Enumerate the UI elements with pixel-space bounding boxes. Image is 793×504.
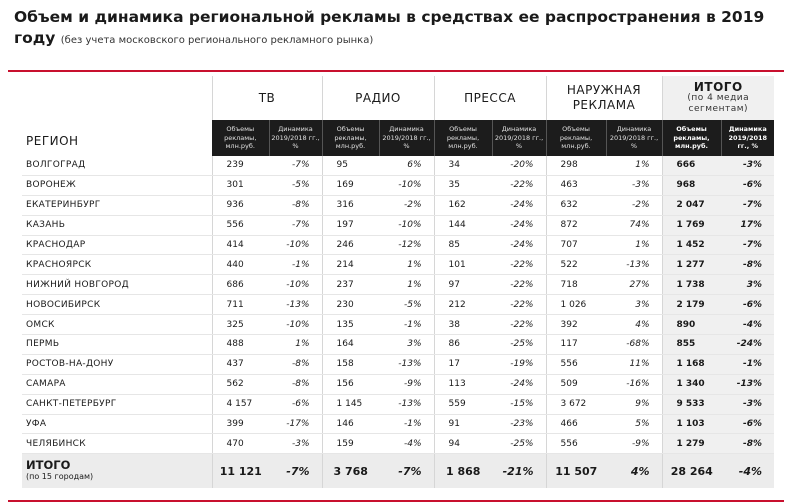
tv-dynamics: -1% — [269, 255, 322, 275]
outdoor-dynamics: -68% — [606, 335, 662, 355]
segment-header-outdoor: НАРУЖНАЯ РЕКЛАМА — [546, 76, 662, 120]
press-volume: 17 — [434, 354, 492, 374]
total-volume: 968 — [662, 175, 721, 195]
radio-dynamics: -1% — [379, 315, 434, 335]
region-name: НИЖНИЙ НОВГОРОД — [22, 275, 212, 295]
press-volume: 559 — [434, 394, 492, 414]
outdoor-dynamics: -16% — [606, 374, 662, 394]
press-dynamics: -25% — [492, 335, 546, 355]
outdoor-volume: 117 — [546, 335, 606, 355]
press-volume: 144 — [434, 215, 492, 235]
total-volume: 1 279 — [662, 434, 721, 454]
region-name: ПЕРМЬ — [22, 335, 212, 355]
press-dynamics: -15% — [492, 394, 546, 414]
outdoor-dynamics: -2% — [606, 195, 662, 215]
tv-dynamics: -8% — [269, 374, 322, 394]
outdoor-volume: 632 — [546, 195, 606, 215]
outdoor-dynamics: -3% — [606, 175, 662, 195]
press-dynamics: -25% — [492, 434, 546, 454]
press-dynamics: -24% — [492, 235, 546, 255]
press-volume: 113 — [434, 374, 492, 394]
tv-volume: 399 — [212, 414, 269, 434]
total-volume: 2 179 — [662, 295, 721, 315]
tv-volume-subheader: Объемы рекламы, млн.руб. — [212, 120, 269, 156]
total-volume: 9 533 — [662, 394, 721, 414]
press-dynamics: -24% — [492, 215, 546, 235]
total-dynamics: -8% — [721, 434, 774, 454]
press-dynamics: -23% — [492, 414, 546, 434]
tv-volume: 4 157 — [212, 394, 269, 414]
advertising-table — [22, 76, 774, 488]
total-row-subtitle: (по 15 городам) — [26, 472, 94, 482]
total-dynamics: 3% — [721, 275, 774, 295]
total-outdoor-dynamics: 4% — [606, 454, 662, 489]
tv-dynamics: -10% — [269, 275, 322, 295]
radio-dynamics: -10% — [379, 215, 434, 235]
total-dynamics: -3% — [721, 394, 774, 414]
tv-dynamics: 1% — [269, 335, 322, 355]
table-row — [22, 235, 774, 255]
table-row — [22, 295, 774, 315]
press-dynamics: -22% — [492, 275, 546, 295]
total-outdoor-volume: 11 507 — [546, 454, 606, 489]
total-volume: 1 103 — [662, 414, 721, 434]
outdoor-dynamics: 9% — [606, 394, 662, 414]
outdoor-dynamics: 11% — [606, 354, 662, 374]
tv-volume: 414 — [212, 235, 269, 255]
table-row — [22, 394, 774, 414]
radio-dynamics: 1% — [379, 275, 434, 295]
outdoor-volume-subheader: Объемы рекламы, млн.руб. — [546, 120, 606, 156]
region-name: ВОРОНЕЖ — [22, 175, 212, 195]
tv-volume: 440 — [212, 255, 269, 275]
total-volume: 1 738 — [662, 275, 721, 295]
total-volume: 666 — [662, 156, 721, 175]
press-volume: 101 — [434, 255, 492, 275]
total-tv-dynamics: -7% — [269, 454, 322, 489]
radio-dynamics: 1% — [379, 255, 434, 275]
total-volume: 1 277 — [662, 255, 721, 275]
tv-dynamics: -17% — [269, 414, 322, 434]
total-dynamics: -8% — [721, 255, 774, 275]
press-volume: 91 — [434, 414, 492, 434]
table-row — [22, 195, 774, 215]
title-subtitle: (без учета московского регионального рекламного рынка) — [60, 35, 374, 46]
tv-volume: 686 — [212, 275, 269, 295]
total-radio-dynamics: -7% — [379, 454, 434, 489]
tv-volume: 437 — [212, 354, 269, 374]
outdoor-dynamics: -9% — [606, 434, 662, 454]
press-volume: 35 — [434, 175, 492, 195]
total-volume: 855 — [662, 335, 721, 355]
total-dynamics: -7% — [721, 195, 774, 215]
outdoor-volume: 522 — [546, 255, 606, 275]
total-volume: 1 452 — [662, 235, 721, 255]
tv-volume: 325 — [212, 315, 269, 335]
press-volume: 38 — [434, 315, 492, 335]
tv-volume: 301 — [212, 175, 269, 195]
total-dynamics-subheader: Динамика 2019/2018 гг., % — [721, 120, 774, 156]
region-name: ЧЕЛЯБИНСК — [22, 434, 212, 454]
total-row — [22, 454, 774, 489]
radio-volume: 95 — [322, 156, 379, 175]
table-row — [22, 434, 774, 454]
tv-volume: 562 — [212, 374, 269, 394]
table-row — [22, 215, 774, 235]
tv-volume: 556 — [212, 215, 269, 235]
radio-dynamics: -4% — [379, 434, 434, 454]
press-volume: 212 — [434, 295, 492, 315]
table-row — [22, 354, 774, 374]
table-row — [22, 275, 774, 295]
radio-dynamics: -13% — [379, 394, 434, 414]
radio-volume: 135 — [322, 315, 379, 335]
outdoor-volume: 509 — [546, 374, 606, 394]
tv-volume: 239 — [212, 156, 269, 175]
total-volume: 890 — [662, 315, 721, 335]
group-header-row — [22, 76, 774, 120]
outdoor-volume: 392 — [546, 315, 606, 335]
press-volume: 94 — [434, 434, 492, 454]
radio-volume: 156 — [322, 374, 379, 394]
table-row — [22, 374, 774, 394]
region-name: САМАРА — [22, 374, 212, 394]
radio-volume-subheader: Объемы рекламы, млн.руб. — [322, 120, 379, 156]
region-name: ОМСК — [22, 315, 212, 335]
radio-volume: 164 — [322, 335, 379, 355]
grand-total-dynamics: -4% — [721, 454, 774, 489]
press-volume: 85 — [434, 235, 492, 255]
press-volume: 97 — [434, 275, 492, 295]
region-name: КРАСНОДАР — [22, 235, 212, 255]
total-dynamics: -6% — [721, 295, 774, 315]
press-dynamics-subheader: Динамика 2019/2018 гг., % — [492, 120, 546, 156]
grand-total-volume: 28 264 — [662, 454, 721, 489]
region-name: РОСТОВ-НА-ДОНУ — [22, 354, 212, 374]
press-volume: 86 — [434, 335, 492, 355]
segment-header-tv: ТВ — [212, 76, 322, 120]
outdoor-volume: 556 — [546, 434, 606, 454]
radio-volume: 214 — [322, 255, 379, 275]
radio-volume: 316 — [322, 195, 379, 215]
tv-volume: 488 — [212, 335, 269, 355]
radio-dynamics: -2% — [379, 195, 434, 215]
radio-dynamics: -13% — [379, 354, 434, 374]
radio-volume: 246 — [322, 235, 379, 255]
radio-volume: 237 — [322, 275, 379, 295]
tv-dynamics: -8% — [269, 195, 322, 215]
tv-dynamics: -7% — [269, 156, 322, 175]
radio-volume: 146 — [322, 414, 379, 434]
segment-header-radio: РАДИО — [322, 76, 434, 120]
press-dynamics: -24% — [492, 195, 546, 215]
total-volume: 1 769 — [662, 215, 721, 235]
tv-dynamics: -8% — [269, 354, 322, 374]
press-dynamics: -24% — [492, 374, 546, 394]
outdoor-dynamics: 74% — [606, 215, 662, 235]
total-dynamics: -7% — [721, 235, 774, 255]
region-name: КАЗАНЬ — [22, 215, 212, 235]
radio-dynamics: -12% — [379, 235, 434, 255]
outdoor-dynamics: 5% — [606, 414, 662, 434]
outdoor-dynamics: 3% — [606, 295, 662, 315]
total-row-label — [22, 454, 212, 489]
tv-dynamics: -13% — [269, 295, 322, 315]
segment-header-press: ПРЕССА — [434, 76, 546, 120]
radio-dynamics: -1% — [379, 414, 434, 434]
radio-volume: 159 — [322, 434, 379, 454]
press-dynamics: -22% — [492, 175, 546, 195]
table-row — [22, 175, 774, 195]
outdoor-volume: 718 — [546, 275, 606, 295]
region-name: ВОЛГОГРАД — [22, 156, 212, 175]
total-tv-volume: 11 121 — [212, 454, 269, 489]
total-row-title: ИТОГО — [26, 458, 71, 473]
radio-dynamics: 6% — [379, 156, 434, 175]
tv-dynamics: -7% — [269, 215, 322, 235]
table-row — [22, 315, 774, 335]
region-name: ЕКАТЕРИНБУРГ — [22, 195, 212, 215]
outdoor-dynamics: 4% — [606, 315, 662, 335]
total-press-dynamics: -21% — [492, 454, 546, 489]
radio-dynamics: -10% — [379, 175, 434, 195]
bottom-divider — [8, 500, 784, 502]
outdoor-dynamics: -13% — [606, 255, 662, 275]
radio-dynamics: 3% — [379, 335, 434, 355]
press-volume-subheader: Объемы рекламы, млн.руб. — [434, 120, 492, 156]
total-press-volume: 1 868 — [434, 454, 492, 489]
total-dynamics: -3% — [721, 156, 774, 175]
press-dynamics: -19% — [492, 354, 546, 374]
radio-volume: 158 — [322, 354, 379, 374]
radio-volume: 1 145 — [322, 394, 379, 414]
top-divider — [8, 70, 784, 72]
total-volume: 2 047 — [662, 195, 721, 215]
tv-dynamics-subheader: Динамика 2019/2018 гг., % — [269, 120, 322, 156]
outdoor-volume: 298 — [546, 156, 606, 175]
radio-dynamics-subheader: Динамика 2019/2018 гг., % — [379, 120, 434, 156]
outdoor-dynamics: 1% — [606, 156, 662, 175]
total-volume-subheader: Объемы рекламы, млн.руб. — [662, 120, 721, 156]
outdoor-dynamics: 1% — [606, 235, 662, 255]
outdoor-dynamics-subheader: Динамика 2019/2018 гг., % — [606, 120, 662, 156]
outdoor-volume: 463 — [546, 175, 606, 195]
tv-volume: 711 — [212, 295, 269, 315]
outdoor-volume: 556 — [546, 354, 606, 374]
total-dynamics: 17% — [721, 215, 774, 235]
total-dynamics: -24% — [721, 335, 774, 355]
press-dynamics: -22% — [492, 295, 546, 315]
total-volume: 1 340 — [662, 374, 721, 394]
total-dynamics: -4% — [721, 315, 774, 335]
total-dynamics: -13% — [721, 374, 774, 394]
outdoor-dynamics: 27% — [606, 275, 662, 295]
title-main: Объем и динамика региональной рекламы в средствах ее распространения в 2019 году — [14, 8, 765, 47]
radio-volume: 169 — [322, 175, 379, 195]
tv-dynamics: -5% — [269, 175, 322, 195]
table-row — [22, 255, 774, 275]
table-row — [22, 156, 774, 175]
radio-dynamics: -9% — [379, 374, 434, 394]
outdoor-volume: 3 672 — [546, 394, 606, 414]
press-volume: 162 — [434, 195, 492, 215]
outdoor-volume: 466 — [546, 414, 606, 434]
total-dynamics: -6% — [721, 414, 774, 434]
region-name: УФА — [22, 414, 212, 434]
press-dynamics: -20% — [492, 156, 546, 175]
radio-volume: 230 — [322, 295, 379, 315]
tv-dynamics: -10% — [269, 235, 322, 255]
tv-dynamics: -6% — [269, 394, 322, 414]
table-row — [22, 414, 774, 434]
total-dynamics: -6% — [721, 175, 774, 195]
table-row — [22, 335, 774, 355]
tv-dynamics: -10% — [269, 315, 322, 335]
outdoor-volume: 707 — [546, 235, 606, 255]
radio-volume: 197 — [322, 215, 379, 235]
total-dynamics: -1% — [721, 354, 774, 374]
tv-dynamics: -3% — [269, 434, 322, 454]
total-header-subtitle: (по 4 медиа сегментам) — [687, 93, 750, 114]
page-title — [14, 7, 784, 51]
region-rows — [22, 156, 774, 454]
region-name: НОВОСИБИРСК — [22, 295, 212, 315]
segment-header-total — [662, 76, 774, 120]
press-volume: 34 — [434, 156, 492, 175]
total-radio-volume: 3 768 — [322, 454, 379, 489]
tv-volume: 936 — [212, 195, 269, 215]
press-dynamics: -22% — [492, 315, 546, 335]
press-dynamics: -22% — [492, 255, 546, 275]
region-name: КРАСНОЯРСК — [22, 255, 212, 275]
outdoor-volume: 872 — [546, 215, 606, 235]
total-header-title: ИТОГО — [693, 80, 743, 94]
tv-volume: 470 — [212, 434, 269, 454]
region-name: САНКТ-ПЕТЕРБУРГ — [22, 394, 212, 414]
outdoor-volume: 1 026 — [546, 295, 606, 315]
radio-dynamics: -5% — [379, 295, 434, 315]
region-header: РЕГИОН — [26, 134, 79, 148]
total-volume: 1 168 — [662, 354, 721, 374]
